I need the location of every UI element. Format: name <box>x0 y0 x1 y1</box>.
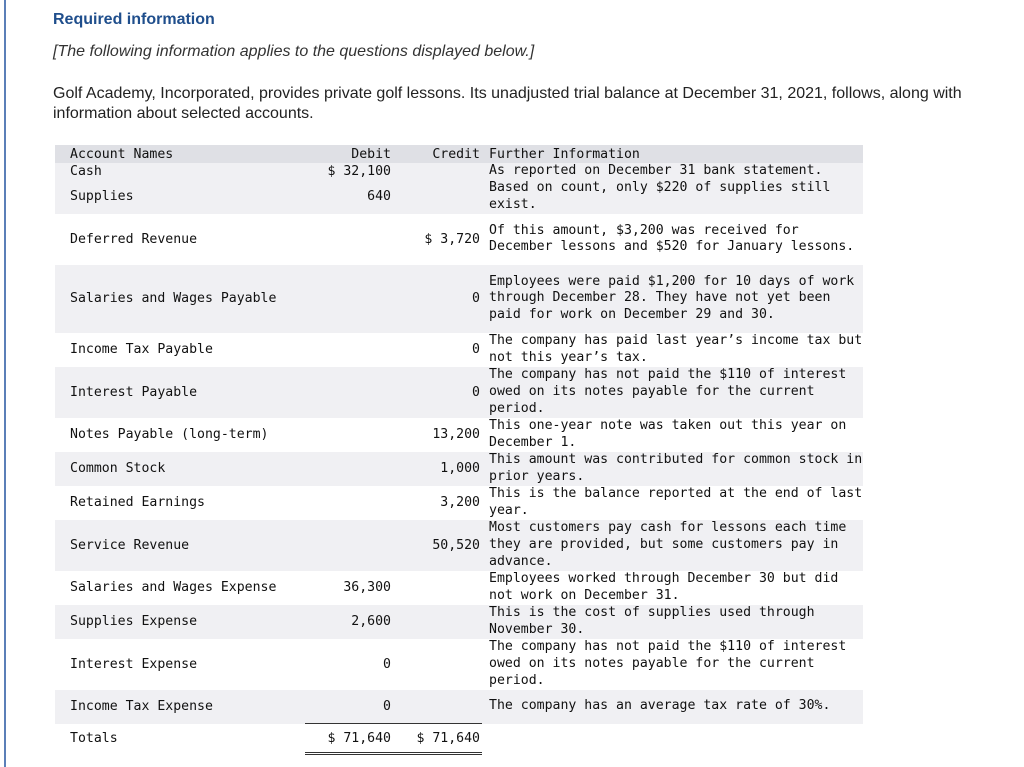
account-name: Interest Payable <box>55 367 305 418</box>
totals-label: Totals <box>55 724 305 754</box>
table-row <box>55 486 863 520</box>
table-row <box>55 163 863 180</box>
further-information: Most customers pay cash for lessons each time they are provided, but some customers pay in advance. <box>482 520 863 571</box>
account-name: Salaries and Wages Payable <box>55 265 305 333</box>
debit-amount <box>305 333 393 367</box>
debit-amount <box>305 452 393 486</box>
further-information: The company has paid last year’s income tax but not this year’s tax. <box>482 333 863 367</box>
debit-amount <box>305 265 393 333</box>
table-row <box>55 639 863 690</box>
credit-amount <box>393 180 482 214</box>
credit-amount <box>393 690 482 724</box>
instructions-subtitle: [The following information applies to the questions displayed below.] <box>53 43 535 60</box>
totals-row <box>55 724 863 754</box>
debit-amount: 0 <box>305 639 393 690</box>
totals-info-empty <box>482 724 863 754</box>
credit-amount <box>393 639 482 690</box>
account-name: Income Tax Payable <box>55 333 305 367</box>
table-row <box>55 571 863 605</box>
further-information: This amount was contributed for common stock in prior years. <box>482 452 863 486</box>
account-name: Cash <box>55 163 305 180</box>
problem-intro-text: Golf Academy, Incorporated, provides private golf lessons. Its unadjusted trial balance at December 31, 2021, follows, along with information about selected accounts. <box>53 85 962 122</box>
table-row <box>55 367 863 418</box>
debit-amount <box>305 486 393 520</box>
debit-amount <box>305 418 393 452</box>
total-debit: $ 71,640 <box>305 724 393 754</box>
credit-amount <box>393 605 482 639</box>
table-row <box>55 452 863 486</box>
debit-amount <box>305 367 393 418</box>
column-header-debit: Debit <box>305 145 393 163</box>
account-name: Supplies <box>55 180 305 214</box>
table-row <box>55 520 863 571</box>
table-row <box>55 214 863 265</box>
table-row <box>55 265 863 333</box>
further-information: Based on count, only $220 of supplies still exist. <box>482 180 863 214</box>
debit-amount: 36,300 <box>305 571 393 605</box>
debit-amount: 0 <box>305 690 393 724</box>
further-information: As reported on December 31 bank statement. <box>482 163 863 180</box>
credit-amount <box>393 571 482 605</box>
credit-amount <box>393 163 482 180</box>
table-row <box>55 418 863 452</box>
column-header-credit: Credit <box>393 145 482 163</box>
further-information: The company has an average tax rate of 30%. <box>482 690 863 724</box>
further-information: This is the cost of supplies used through November 30. <box>482 605 863 639</box>
debit-amount: $ 32,100 <box>305 163 393 180</box>
account-name: Income Tax Expense <box>55 690 305 724</box>
credit-amount: 0 <box>393 367 482 418</box>
required-information-title: Required information <box>53 11 215 28</box>
credit-amount: 13,200 <box>393 418 482 452</box>
credit-amount: $ 3,720 <box>393 214 482 265</box>
further-information: Employees were paid $1,200 for 10 days of work through December 28. They have not yet been paid for work on December 29 and 30. <box>482 265 863 333</box>
table-row <box>55 690 863 724</box>
total-credit: $ 71,640 <box>393 724 482 754</box>
table-header-row <box>55 145 863 163</box>
account-name: Deferred Revenue <box>55 214 305 265</box>
further-information: The company has not paid the $110 of interest owed on its notes payable for the current period. <box>482 367 863 418</box>
column-header-account: Account Names <box>55 145 305 163</box>
debit-amount: 2,600 <box>305 605 393 639</box>
debit-amount <box>305 214 393 265</box>
credit-amount: 1,000 <box>393 452 482 486</box>
credit-amount: 0 <box>393 333 482 367</box>
account-name: Interest Expense <box>55 639 305 690</box>
credit-amount: 3,200 <box>393 486 482 520</box>
account-name: Service Revenue <box>55 520 305 571</box>
further-information: This one-year note was taken out this year on December 1. <box>482 418 863 452</box>
table-row <box>55 333 863 367</box>
further-information: This is the balance reported at the end of last year. <box>482 486 863 520</box>
account-name: Retained Earnings <box>55 486 305 520</box>
column-header-info: Further Information <box>482 145 863 163</box>
trial-balance-table <box>55 145 863 755</box>
account-name: Supplies Expense <box>55 605 305 639</box>
credit-amount: 50,520 <box>393 520 482 571</box>
debit-amount: 640 <box>305 180 393 214</box>
further-information: Employees worked through December 30 but did not work on December 31. <box>482 571 863 605</box>
further-information: The company has not paid the $110 of interest owed on its notes payable for the current period. <box>482 639 863 690</box>
table-row <box>55 180 863 214</box>
credit-amount: 0 <box>393 265 482 333</box>
left-border-rule <box>4 0 6 767</box>
debit-amount <box>305 520 393 571</box>
account-name: Salaries and Wages Expense <box>55 571 305 605</box>
account-name: Notes Payable (long-term) <box>55 418 305 452</box>
table-row <box>55 605 863 639</box>
further-information: Of this amount, $3,200 was received for December lessons and $520 for January lessons. <box>482 214 863 265</box>
account-name: Common Stock <box>55 452 305 486</box>
